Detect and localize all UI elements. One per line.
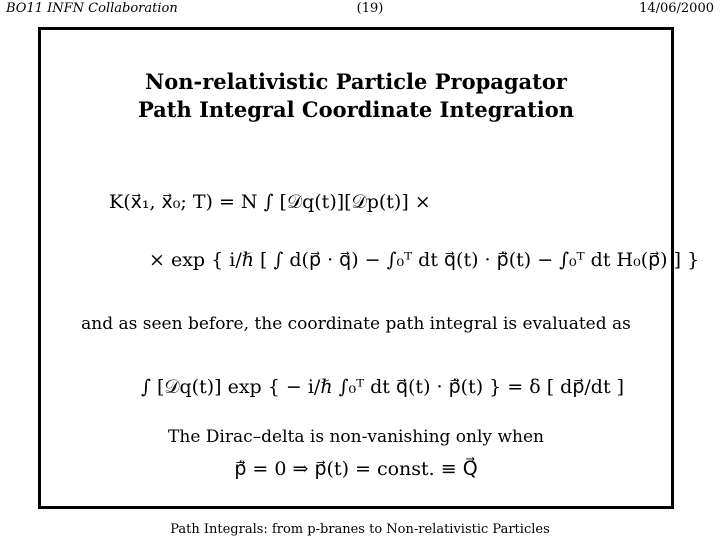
text-dirac-delta: The Dirac–delta is non-vanishing only when [168, 427, 544, 447]
title-line-2: Path Integral Coordinate Integration [137, 97, 575, 122]
equation-propagator: K(x⃗₁, x⃗₀; T) = N ∫ [𝒟q(t)][𝒟p(t)] × [109, 191, 431, 213]
equation-exponent: × exp { i/ℏ [ ∫ d(p⃗ · q⃗) − ∫₀ᵀ dt q⃗(t) · p⃗̇(t) − ∫₀ᵀ dt H₀(p⃗) ] } [149, 249, 700, 271]
slide-frame [38, 27, 700, 509]
text-coordinate-integral: and as seen before, the coordinate path integral is evaluated as [81, 314, 631, 334]
header-left: BO11 INFN Collaboration [6, 1, 178, 16]
equation-constant-momentum: p⃗̇ = 0 ⇒ p⃗(t) = const. ≡ Q⃗ [234, 458, 478, 480]
header-date: 14/06/2000 [639, 1, 714, 16]
slide-title [41, 68, 671, 124]
equation-delta: ∫ [𝒟q(t)] exp { − i/ℏ ∫₀ᵀ dt q⃗(t) · p⃗̇(t) } = δ [ dp⃗/dt ] [141, 376, 625, 398]
footer-text: Path Integrals: from p-branes to Non-relativistic Particles [170, 522, 550, 537]
page-number: (19) [356, 1, 384, 16]
title-line-1: Non-relativistic Particle Propagator [145, 69, 567, 94]
